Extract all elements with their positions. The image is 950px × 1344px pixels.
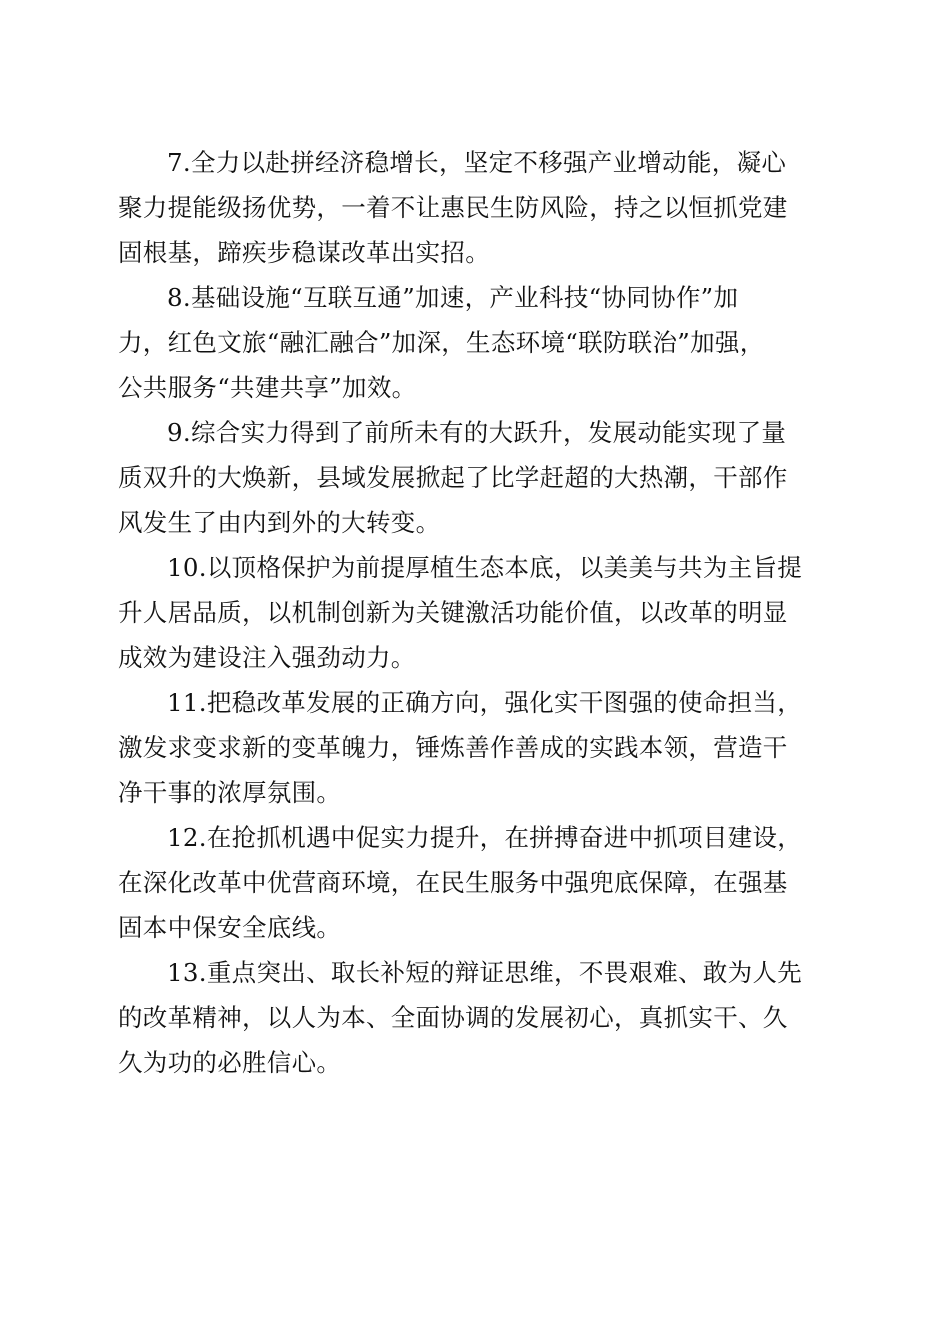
line: 激发求变求新的变革魄力，锤炼善作善成的实践本领，营造干 [118,733,788,762]
line: 7.全力以赴拼经济稳增长，坚定不移强产业增动能，凝心 [167,148,787,177]
line: 久为功的必胜信心。 [118,1048,342,1077]
paragraph-9 [118,410,830,545]
paragraph-8 [118,275,830,410]
line: 的改革精神，以人为本、全面协调的发展初心，真抓实干、久 [118,1003,788,1032]
line: 净干事的浓厚氛围。 [118,778,342,807]
line: 8.基础设施“互联互通”加速，产业科技“协同协作”加 [167,283,739,312]
line: 风发生了由内到外的大转变。 [118,508,441,537]
paragraph-10 [118,545,830,680]
paragraph-11 [118,680,830,815]
line: 13.重点突出、取长补短的辩证思维，不畏艰难、敢为人先 [167,958,803,987]
line: 升人居品质，以机制创新为关键激活功能价值，以改革的明显 [118,598,788,627]
line: 在深化改革中优营商环境，在民生服务中强兜底保障，在强基 [118,868,788,897]
paragraph-12 [118,815,830,950]
paragraph-7 [118,140,830,275]
line: 成效为建设注入强劲动力。 [118,643,416,672]
line: 9.综合实力得到了前所未有的大跃升，发展动能实现了量 [167,418,787,447]
line: 11.把稳改革发展的正确方向，强化实干图强的使命担当， [167,688,803,717]
line: 质双升的大焕新，县域发展掀起了比学赶超的大热潮，干部作 [118,463,788,492]
line: 12.在抢抓机遇中促实力提升，在拼搏奋进中抓项目建设， [167,823,803,852]
paragraph-13 [118,950,830,1085]
line: 固本中保安全底线。 [118,913,342,942]
document-body [118,140,830,1085]
line: 公共服务“共建共享”加效。 [118,373,417,402]
line: 聚力提能级扬优势，一着不让惠民生防风险，持之以恒抓党建 [118,193,788,222]
line: 固根基，蹄疾步稳谋改革出实招。 [118,238,490,267]
line: 10.以顶格保护为前提厚植生态本底，以美美与共为主旨提 [167,553,803,582]
line: 力，红色文旅“融汇融合”加深，生态环境“联防联治”加强， [118,328,765,357]
